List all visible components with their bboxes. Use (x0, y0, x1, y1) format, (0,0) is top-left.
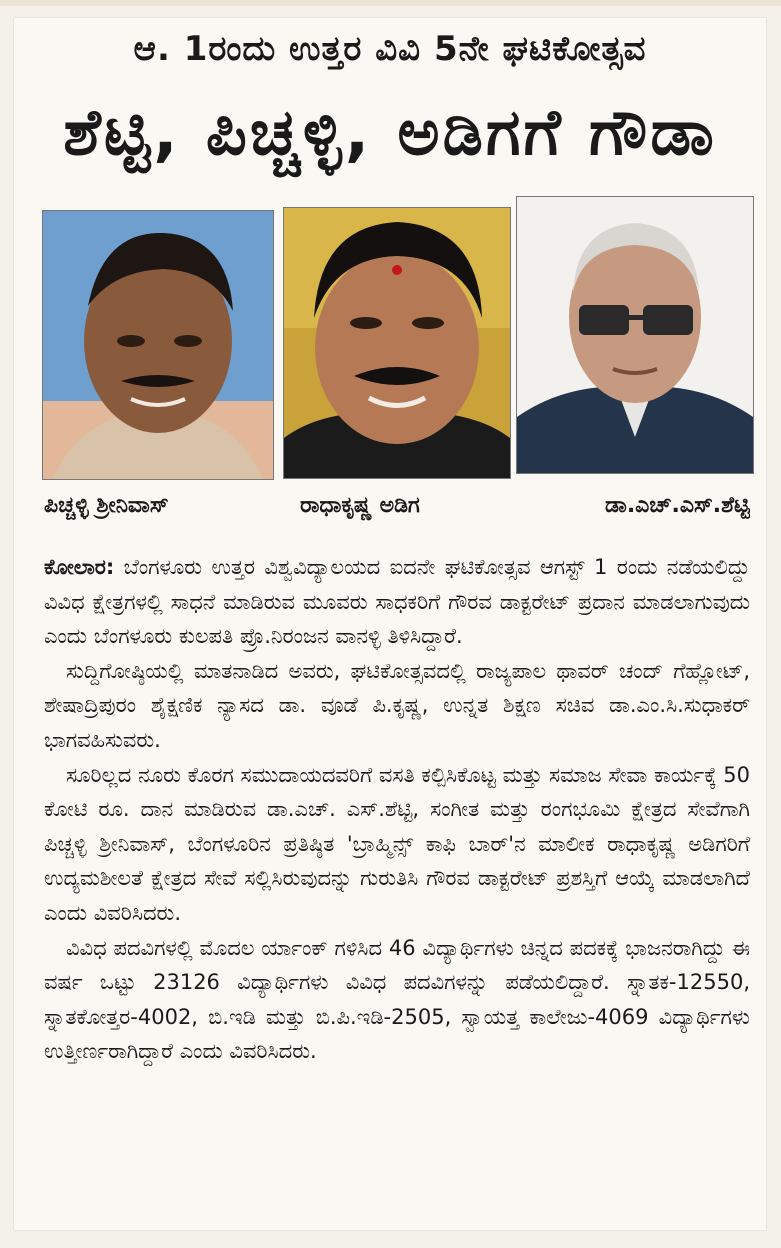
photo-caption-2: ರಾಧಾಕೃಷ್ಣ ಅಡಿಗ (300, 493, 420, 518)
paragraph-2: ಸುದ್ದಿಗೋಷ್ಠಿಯಲ್ಲಿ ಮಾತನಾಡಿದ ಅವರು, ಘಟಿಕೋತ್ಸವದಲ್ಲಿ ರಾಜ್ಯಪಾಲ ಥಾವರ್ ಚಂದ್ ಗೆಹ್ಲೋಟ್, ಶೇಷಾದ್ರಿಪುರಂ ಶೈಕ್ಷಣಿಕ ನ್ಯಾಸದ ಡಾ. ವೂಡೆ ಪಿ.ಕೃಷ್ಣ, ಉನ್ನತ ಶಿಕ್ಷಣ ಸಚಿವ ಡಾ.ಎಂ.ಸಿ.ಸುಧಾಕರ್ ಭಾಗವಹಿಸುವರು. (44, 658, 750, 752)
article-kicker: ಆ. 1ರಂದು ಉತ್ತರ ವಿವಿ 5ನೇ ಘಟಿಕೋತ್ಸವ (133, 29, 647, 69)
paragraph-1-text: ಬೆಂಗಳೂರು ಉತ್ತರ ವಿಶ್ವವಿದ್ಯಾಲಯದ ಐದನೇ ಘಟಿಕೋತ್ಸವ ಆಗಸ್ಟ್ 1 ರಂದು ನಡೆಯಲಿದ್ದು ವಿವಿಧ ಕ್ಷೇತ್ರಗಳಲ್ಲಿ ಸಾಧನೆ ಮಾಡಿರುವ ಮೂವರು ಸಾಧಕರಿಗೆ ಗೌರವ ಡಾಕ್ಟರೇಟ್ ಪ್ರದಾನ ಮಾಡಲಾಗುವುದು ಎಂದು ಬೆಂಗಳೂರು ಕುಲಪತಿ ಪ್ರೊ.ನಿರಂಜನ ವಾನಳ್ಳಿ ತಿಳಿಸಿದ್ದಾರೆ. (44, 555, 750, 649)
dateline: ಕೋಲಾರ: (44, 555, 115, 579)
paragraph-4: ವಿವಿಧ ಪದವಿಗಳಲ್ಲಿ ಮೊದಲ ರ್ಯಾಂಕ್ ಗಳಿಸಿದ 46 ವಿದ್ಯಾರ್ಥಿಗಳು ಚಿನ್ನದ ಪದಕಕ್ಕೆ ಭಾಜನರಾಗಿದ್ದು ಈ ವರ್ಷ ಒಟ್ಟು 23126 ವಿದ್ಯಾರ್ಥಿಗಳು ವಿವಿಧ ಪದವಿಗಳನ್ನು ಪಡೆಯಲಿದ್ದಾರೆ. ಸ್ನಾತಕ-12550, ಸ್ನಾತಕೋತ್ತರ-4002, ಬಿ.ಇಡಿ ಮತ್ತು ಬಿ.ಪಿ.ಇಡಿ-2505, ಸ್ವಾಯತ್ತ ಕಾಲೇಜು-4069 ವಿದ್ಯಾರ್ಥಿಗಳು ಉತ್ತೀರ್ಣರಾಗಿದ್ದಾರೆ ಎಂದು ವಿವರಿಸಿದರು. (44, 935, 750, 1064)
photo-caption-1: ಪಿಚ್ಚಳ್ಳಿ ಶ್ರೀನಿವಾಸ್ (44, 493, 169, 518)
article-headline: ಶೆಟ್ಟಿ, ಪಿಚ್ಚಳ್ಳಿ, ಅಡಿಗಗೆ ಗೌಡಾ (63, 96, 717, 170)
paragraph-1 (44, 550, 750, 654)
photo-hs-shetty (516, 196, 754, 474)
paragraph-3: ಸೂರಿಲ್ಲದ ನೂರು ಕೊರಗ ಸಮುದಾಯದವರಿಗೆ ವಸತಿ ಕಲ್ಪಿಸಿಕೊಟ್ಟ ಮತ್ತು ಸಮಾಜ ಸೇವಾ ಕಾರ್ಯಕ್ಕೆ 50 ಕೋಟಿ ರೂ. ದಾನ ಮಾಡಿರುವ ಡಾ.ಎಚ್. ಎಸ್.ಶೆಟ್ಟಿ, ಸಂಗೀತ ಮತ್ತು ರಂಗಭೂಮಿ ಕ್ಷೇತ್ರದ ಸೇವೆಗಾಗಿ ಪಿಚ್ಚಳ್ಳಿ ಶ್ರೀನಿವಾಸ್, ಬೆಂಗಳೂರಿನ ಪ್ರತಿಷ್ಠಿತ 'ಬ್ರಾಹ್ಮಿನ್ಸ್ ಕಾಫಿ ಬಾರ್'ನ ಮಾಲೀಕ ರಾಧಾಕೃಷ್ಣ ಅಡಿಗರಿಗೆ ಉದ್ಯಮಶೀಲತೆ ಕ್ಷೇತ್ರದ ಸೇವೆ ಸಲ್ಲಿಸಿರುವುದನ್ನು ಗುರುತಿಸಿ ಗೌರವ ಡಾಕ್ಟರೇಟ್ ಪ್ರಶಸ್ತಿಗೆ ಆಯ್ಕೆ ಮಾಡಲಾಗಿದೆ ಎಂದು ವಿವರಿಸಿದರು. (44, 762, 750, 925)
page-edge (0, 0, 781, 6)
photo-caption-3: ಡಾ.ಎಚ್.ಎಸ್.ಶೆಟ್ಟಿ (605, 493, 750, 518)
photo-pichalli-srinivas (42, 210, 274, 480)
photo-radhakrishna-adiga (283, 207, 511, 479)
article-body (44, 550, 750, 1220)
